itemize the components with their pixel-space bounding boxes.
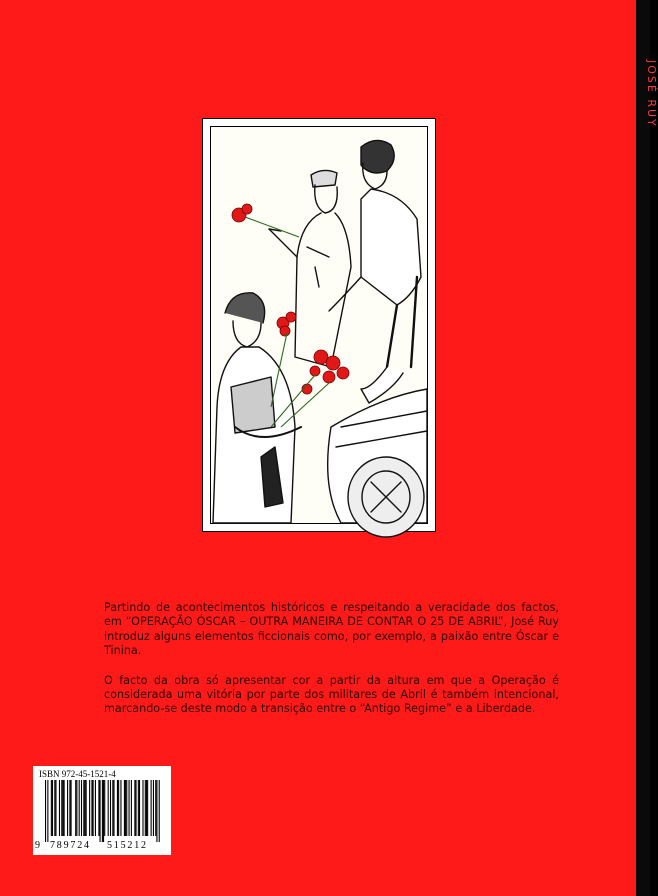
barcode-bar — [153, 780, 154, 836]
barcode-bar — [155, 780, 156, 836]
barcode-bar — [59, 780, 60, 836]
barcode-bar — [138, 780, 139, 836]
barcode-bar — [71, 780, 72, 836]
isbn-label: ISBN 972-45-1521-4 — [39, 769, 116, 779]
barcode-bar — [55, 780, 56, 836]
barcode-bar — [108, 780, 109, 836]
barcode-bar — [62, 780, 63, 836]
barcode-bar — [117, 780, 118, 836]
barcode-bar — [69, 780, 70, 836]
barcode-bars — [33, 780, 171, 842]
barcode-bar — [120, 780, 121, 836]
barcode-bar — [146, 780, 147, 836]
barcode-bar — [135, 780, 136, 836]
illustration-drawing — [211, 127, 427, 523]
ean-first-digit: 9 — [35, 840, 40, 851]
barcode-bar — [89, 780, 90, 836]
spine — [636, 0, 658, 896]
barcode-box — [33, 766, 171, 855]
barcode-bar — [118, 780, 119, 836]
barcode-bar — [151, 780, 152, 836]
barcode-bar — [131, 780, 132, 836]
barcode-bar — [104, 780, 105, 836]
barcode-bar — [79, 780, 80, 836]
barcode-bar — [124, 780, 125, 836]
blurb-paragraph-1: Partindo de acontecimentos históricos e respeitando a veracidade dos factos, em “OPERAÇÃO ÓSCAR – OUTRA MANEIRA DE CONTAR O 25 DE ABRIL”, José Ruy introduz alguns elementos ficcionais como, por exemplo, a paixão entre Óscar e Tinina. — [104, 601, 559, 658]
barcode-bar — [98, 780, 99, 836]
barcode-bar — [67, 780, 68, 836]
barcode-bar — [142, 780, 143, 836]
barcode-bar — [51, 780, 52, 836]
cover-illustration — [210, 126, 428, 524]
barcode-bar — [84, 780, 85, 836]
barcode-bar — [139, 780, 140, 836]
barcode-bar — [93, 780, 94, 836]
ean-left-group: 789724 — [50, 840, 91, 851]
barcode-bar — [75, 780, 76, 836]
barcode-bar — [156, 780, 157, 842]
barcode-bar — [102, 780, 103, 842]
blurb-paragraph-2: O facto da obra só apresentar cor a partir da altura em que a Operação é considerada uma vitória por parte dos militares de Abril é também intencional, marcando-se deste modo a transição entre o “Antigo Regime” e a Liberdade. — [104, 673, 559, 716]
barcode-bar — [125, 780, 126, 836]
barcode-bar — [145, 780, 146, 836]
barcode-bar — [81, 780, 82, 836]
barcode-bar — [86, 780, 87, 836]
ean-right-group: 515212 — [107, 840, 148, 851]
barcode-bar — [112, 780, 113, 836]
barcode-bar — [76, 780, 77, 836]
barcode-bar — [52, 780, 53, 836]
barcode-bar — [100, 780, 101, 842]
barcode-bar — [91, 780, 92, 836]
barcode-bar — [64, 780, 65, 836]
illustration-frame — [202, 118, 436, 532]
spine-author: JOSÉ RUY — [645, 60, 658, 128]
barcode-bar — [147, 780, 148, 836]
barcode-bar — [54, 780, 55, 836]
barcode-bar — [126, 780, 127, 836]
barcode-bar — [159, 780, 160, 842]
barcode-bar — [134, 780, 135, 836]
barcode-bar — [47, 780, 48, 842]
barcode-bar — [129, 780, 130, 836]
barcode-bar — [95, 780, 96, 836]
barcode-bar — [110, 780, 111, 836]
blurb-text — [104, 601, 559, 732]
ean-number — [33, 840, 171, 854]
barcode-bar — [61, 780, 62, 836]
barcode-bar — [83, 780, 84, 836]
barcode-bar — [113, 780, 114, 836]
barcode-bar — [103, 780, 104, 842]
barcode-bar — [45, 780, 46, 842]
